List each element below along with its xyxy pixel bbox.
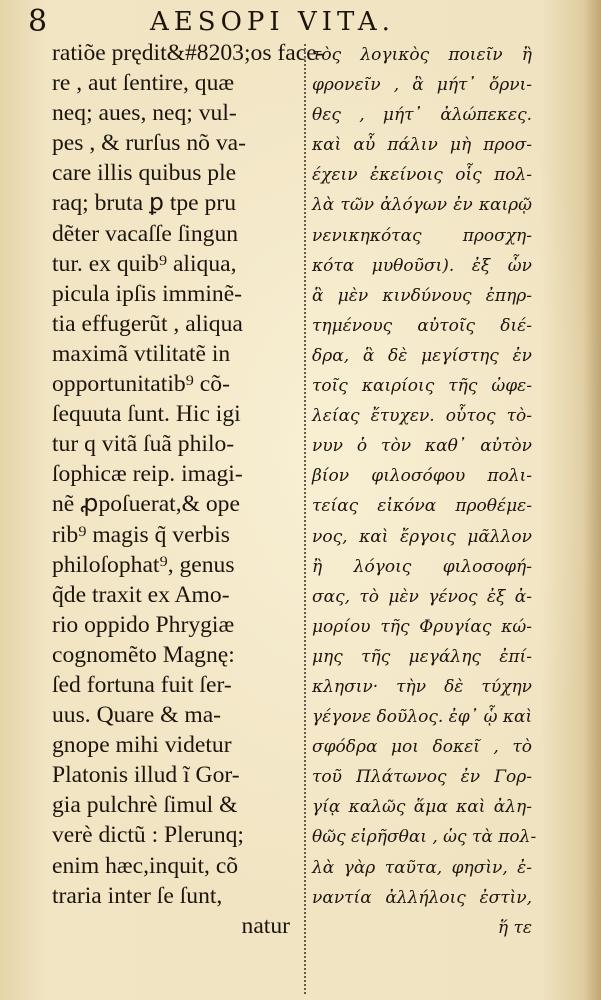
latin-text-line: natur (241, 912, 290, 939)
latin-text-line: uus. Quare & ma- (52, 702, 222, 729)
latin-text-line: q̃de traxit ex Amo- (52, 581, 230, 608)
latin-text-line: neq; aues, neq; vul- (52, 100, 237, 127)
greek-text-line: ἥ τε (497, 917, 532, 938)
latin-text-line: maximã vtilitatẽ in (52, 340, 231, 367)
greek-text-line: τοῦ Πλάτωνος ἐν Γορ- (312, 767, 532, 788)
greek-text-line: νενικηκότας προσχη- (312, 225, 532, 246)
greek-text-line: σφόδρα μοι δοκεῖ , τὸ (312, 737, 532, 758)
column-divider (304, 44, 307, 994)
latin-text-line: opportunitatib⁹ cõ- (52, 371, 230, 398)
greek-text-line: λὰ τῶν ἀλόγων ἐν καιρῷ (312, 195, 532, 216)
greek-text-line: λὰ γὰρ ταῦτα, φησὶν, ἐ- (312, 857, 532, 878)
latin-text-line: nẽ ꝓpoſuerat,& ope (52, 491, 240, 518)
greek-text-line: δρα, ἃ δὲ μεγίστης ἐν (312, 345, 532, 366)
latin-text-line: pes , & rurſus nõ va- (52, 130, 246, 157)
latin-text-line: care illis quibus ple (52, 160, 237, 187)
greek-text-line: σας, τὸ μὲν γένος ἐξ ἀ- (312, 586, 532, 607)
greek-text-line: φρονεῖν , ἃ μήτ᾽ ὄρνι- (312, 75, 532, 96)
page-header (0, 4, 601, 40)
greek-text-line: νυν ὁ τὸν καθ᾽ αὐτὸν (312, 436, 532, 457)
latin-text-line: Platonis illud ĩ Gor- (52, 762, 240, 789)
latin-text-line: tur q vitã ſuã philo- (52, 431, 235, 458)
greek-text-line: γέγονε δοῦλος. ἐφ᾽ ᾧ καὶ (312, 707, 533, 728)
greek-text-line: ἢ λόγοις φιλοσοφή- (312, 556, 532, 577)
greek-text-line: γίᾳ καλῶς ἅμα καὶ ἀλη- (312, 797, 532, 818)
greek-text-line: λείας ἔτυχεν. οὗτος τὸ- (312, 406, 532, 427)
latin-text-line: ratiõe prędit&#8203;os face- (52, 40, 325, 66)
latin-text-line: re , aut ſentire, quæ (52, 70, 235, 97)
latin-text-line: verè dictũ : Plerunq; (52, 822, 244, 849)
latin-text-line: gia pulchrè ſimul & (52, 792, 238, 819)
latin-text-line: enim hæc,inquit, cõ (52, 852, 239, 879)
greek-text-line: νος, καὶ ἔργοις μᾶλλον (312, 526, 532, 547)
running-head: AESOPI VITA. (150, 7, 395, 37)
page-number: 8 (28, 4, 48, 39)
latin-text-line: gnope mihi videtur (52, 732, 232, 759)
greek-text-line: τοῖς καιρίοις τῆς ὠφε- (312, 376, 532, 397)
greek-text-line: θῶς εἰρῆσθαι , ὡς τὰ πολ- (312, 827, 537, 848)
greek-text-line: τείας εἰκόνα προθέμε- (312, 496, 532, 517)
greek-text-line: μορίου τῆς Φρυγίας κώ- (312, 616, 532, 637)
latin-text-line: picula ipſis imminẽ- (52, 280, 243, 307)
latin-text-line: dẽter vacaſſe ſingun (52, 220, 239, 247)
latin-text-line: ſequuta ſunt. Hic igi (52, 401, 241, 428)
latin-text-line: ſed fortuna fuit ſer- (52, 671, 232, 698)
latin-text-line: rio oppido Phrygiæ (52, 611, 235, 638)
greek-text-line: κότα μυθοῦσι). ἐξ ὧν (312, 255, 532, 276)
latin-text-line: traria inter ſe ſunt, (52, 882, 223, 909)
greek-text-column (312, 40, 537, 943)
greek-text-line: μης τῆς μεγάλης ἐπί- (312, 646, 532, 667)
greek-text-line: ναντία ἀλλήλοις ἐστὶν, (312, 887, 532, 908)
latin-text-column (52, 38, 325, 941)
greek-text-line: έχειν ἐκείνοις οἷς πολ- (312, 165, 532, 186)
greek-text-line: ἃ μὲν κινδύνους ἐπηρ- (312, 285, 532, 306)
greek-text-line: θες , μήτ᾽ ἀλώπεκες. (312, 105, 532, 126)
greek-text-line: τημένους αὐτοῖς διέ- (312, 315, 532, 336)
page-edge-shadow (583, 0, 601, 1000)
latin-text-line: tur. ex quib⁹ aliqua, (52, 250, 237, 277)
latin-text-line: ſophicæ reip. imagi- (52, 461, 243, 488)
latin-text-line: raq; bruta ꝑ tpe pru (52, 190, 237, 217)
latin-text-line: rib⁹ magis q̃ verbis (52, 521, 230, 548)
latin-text-line: tia effugerũt , aliqua (52, 310, 243, 337)
latin-text-line: cognomẽto Magnę: (52, 641, 235, 668)
greek-text-line: κλησιν· τὴν δὲ τύχην (312, 676, 532, 697)
latin-text-line: philoſophat⁹, genus (52, 551, 235, 578)
greek-text-line: καὶ αὖ πάλιν μὴ προσ- (312, 135, 532, 156)
greek-text-line: τὸς λογικὸς ποιεῖν ἢ (312, 45, 532, 65)
greek-text-line: βίον φιλοσόφου πολι- (312, 466, 532, 487)
